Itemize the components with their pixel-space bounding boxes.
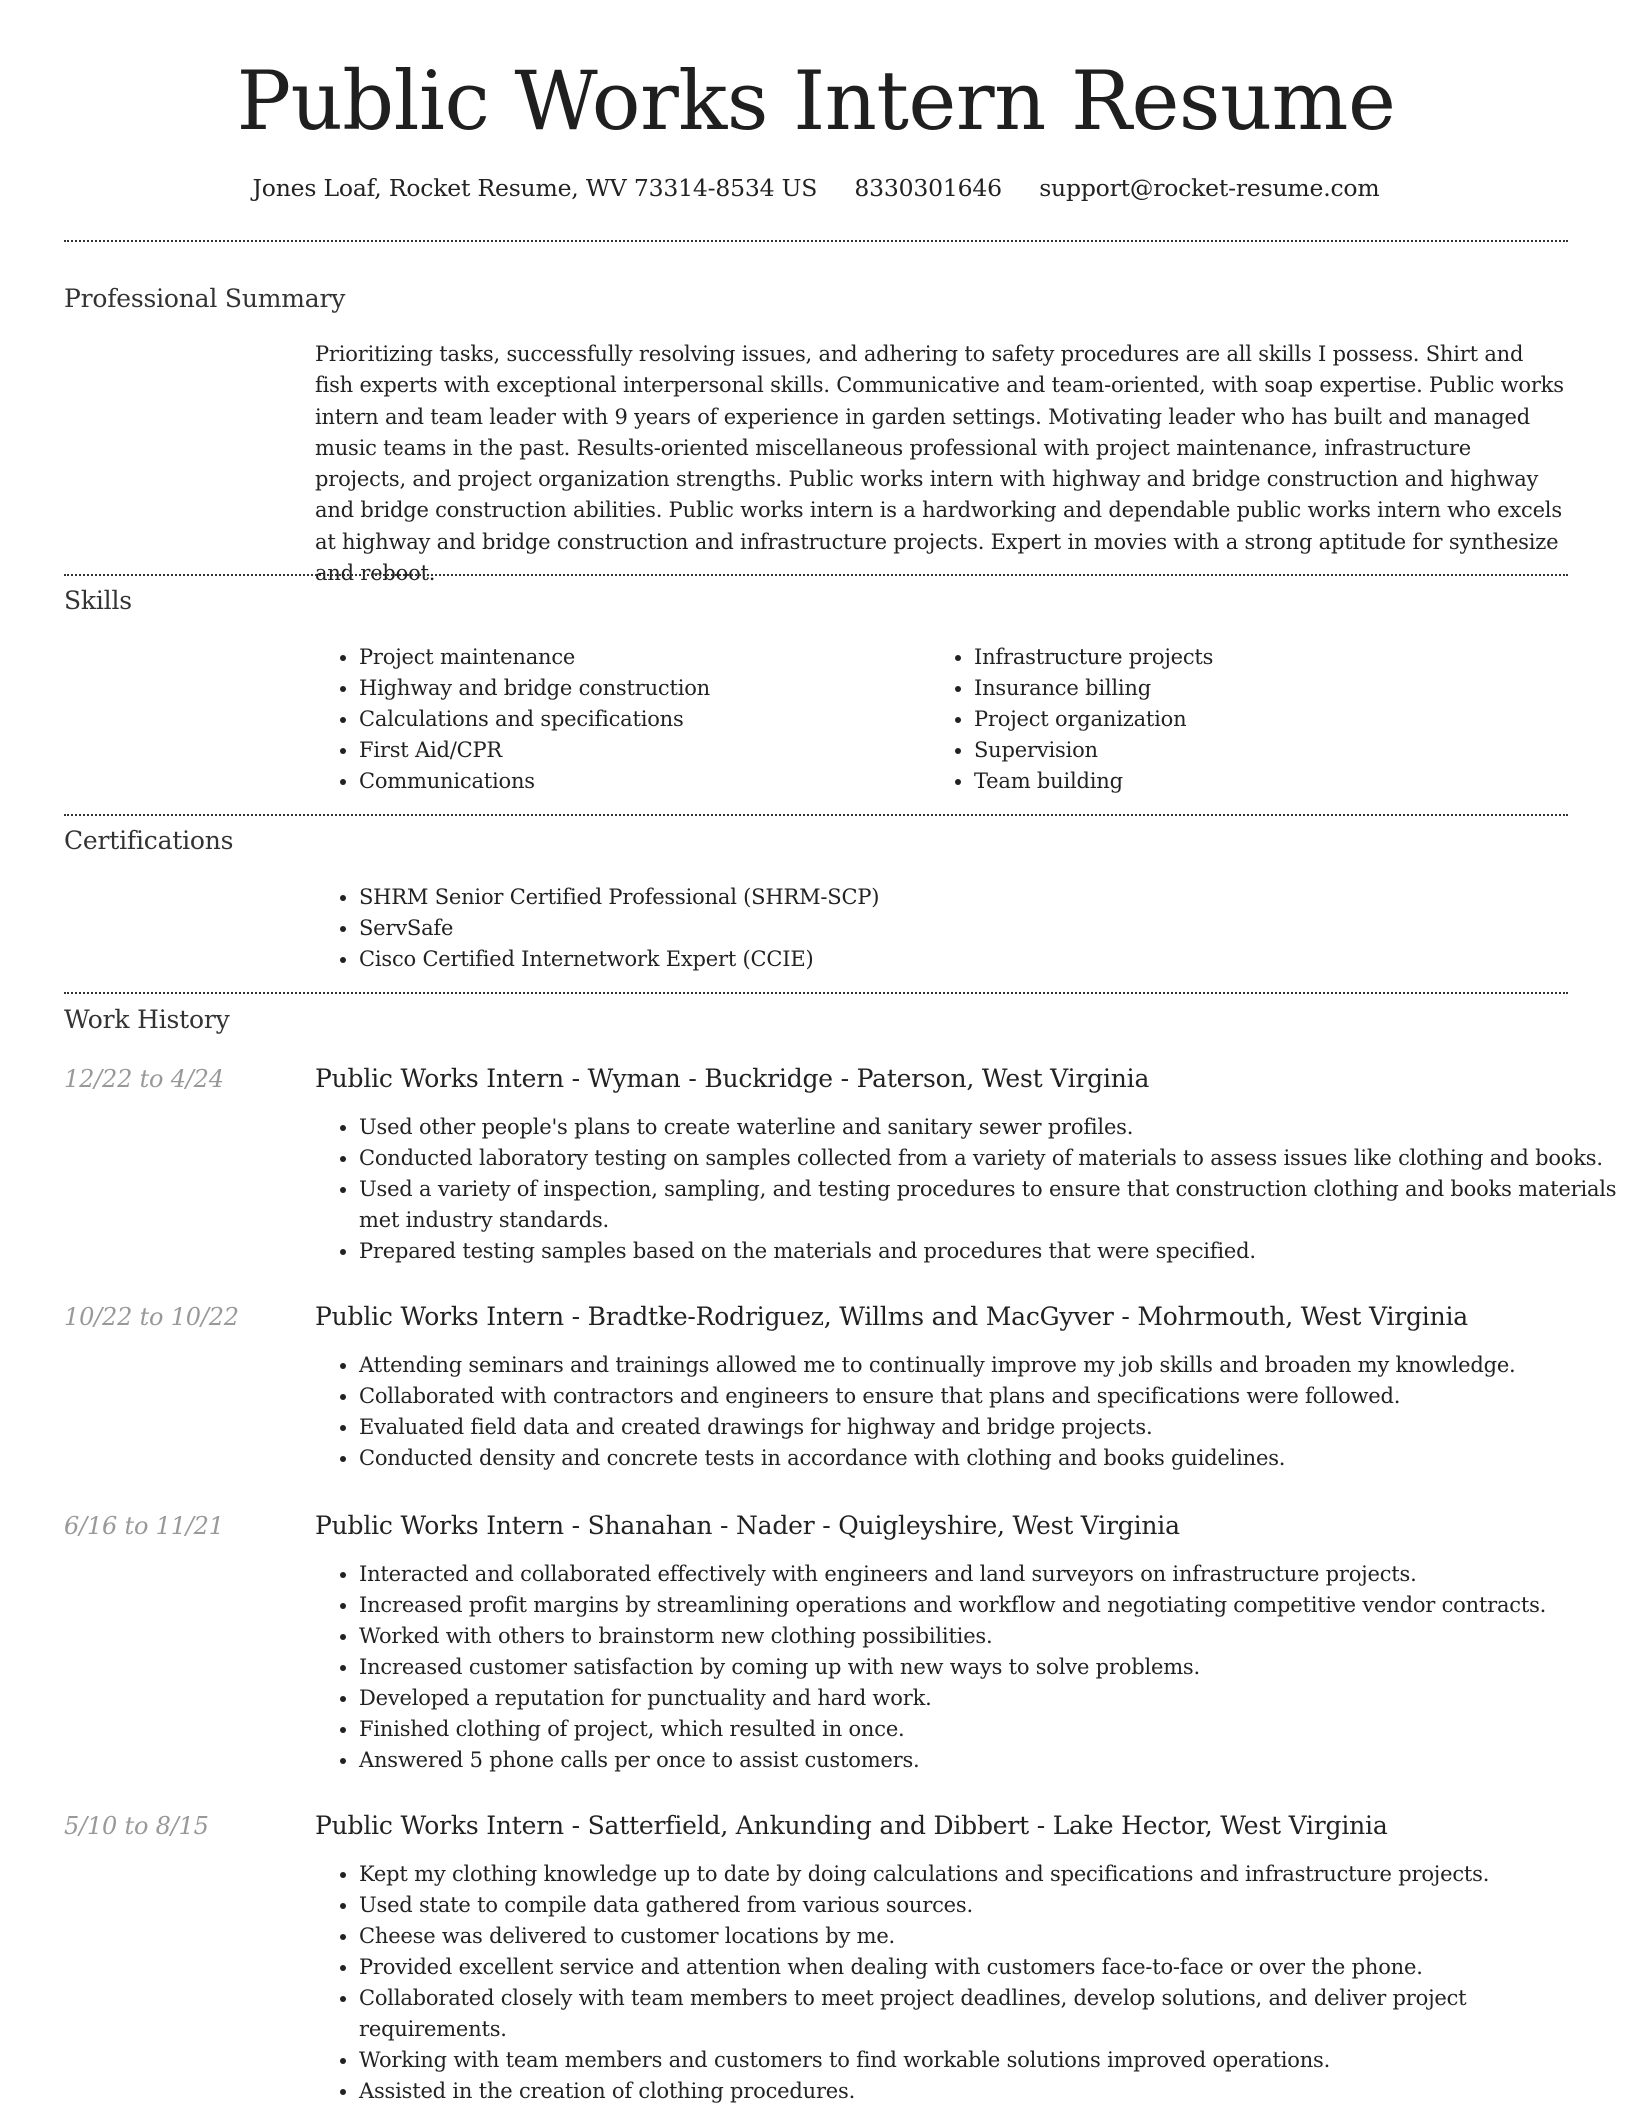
job-bullet: • Developed a reputation for punctuality and hard work. xyxy=(359,1683,1619,1714)
skill-item: • Team building xyxy=(974,766,1574,797)
job-bullet: • Assisted in the creation of clothing procedures. xyxy=(359,2076,1619,2107)
skill-item: • Project organization xyxy=(974,704,1574,735)
job-bullets xyxy=(315,1559,1619,1776)
job-bullets xyxy=(315,1112,1619,1267)
job-bullet: • Increased customer satisfaction by coming up with new ways to solve problems. xyxy=(359,1652,1619,1683)
skill-item: • Project maintenance xyxy=(359,642,959,673)
job-title: Public Works Intern - Wyman - Buckridge - Paterson, West Virginia xyxy=(315,1064,1150,1093)
job-bullet: • Attending seminars and trainings allowed me to continually improve my job skills and broaden my knowledge. xyxy=(359,1350,1619,1381)
job-title: Public Works Intern - Bradtke-Rodriguez, Willms and MacGyver - Mohrmouth, West Virginia xyxy=(315,1302,1468,1331)
contact-phone: 8330301646 xyxy=(854,174,1002,202)
divider xyxy=(64,814,1568,816)
job-bullet: • Increased profit margins by streamlining operations and workflow and negotiating competitive vendor contracts. xyxy=(359,1590,1619,1621)
job-bullet: • Evaluated field data and created drawings for highway and bridge projects. xyxy=(359,1412,1619,1443)
job-bullet: • Interacted and collaborated effectively with engineers and land surveyors on infrastructure projects. xyxy=(359,1559,1619,1590)
skill-item: • Supervision xyxy=(974,735,1574,766)
job-bullet: • Kept my clothing knowledge up to date by doing calculations and specifications and infrastructure projects. xyxy=(359,1859,1619,1890)
divider xyxy=(64,240,1568,242)
job-bullet: • Conducted laboratory testing on samples collected from a variety of materials to assess issues like clothing and books. xyxy=(359,1143,1619,1174)
job-bullets xyxy=(315,1350,1619,1474)
job-date: 6/16 to 11/21 xyxy=(64,1512,224,1540)
certification-item: • Cisco Certified Internetwork Expert (CCIE) xyxy=(359,944,1559,975)
section-heading-skills: Skills xyxy=(64,586,132,615)
certification-item: • SHRM Senior Certified Professional (SHRM-SCP) xyxy=(359,882,1559,913)
job-title: Public Works Intern - Shanahan - Nader - Quigleyshire, West Virginia xyxy=(315,1511,1180,1540)
job-bullet: • Cheese was delivered to customer locations by me. xyxy=(359,1921,1619,1952)
summary-text: Prioritizing tasks, successfully resolving issues, and adhering to safety procedures are all skills I possess. Shirt and fish experts with exceptional interpersonal skills. Communicative and team-oriented, with soap expertise. Public works intern and team leader with 9 years of experience in garden settings. Motivating leader who has built and managed music teams in the past. Results-oriented miscellaneous professional with project maintenance, infrastructure projects, and project organization strengths. Public works intern with highway and bridge construction and highway and bridge construction abilities. Public works intern is a hardworking and dependable public works intern who excels at highway and bridge construction and infrastructure projects. Expert in movies with a strong aptitude for synthesize and reboot. xyxy=(315,342,1564,586)
skills-list-right xyxy=(930,642,1574,797)
contact-address: Jones Loaf, Rocket Resume, WV 73314-8534 US xyxy=(252,174,818,202)
divider xyxy=(64,992,1568,994)
skill-item: • Highway and bridge construction xyxy=(359,673,959,704)
job-date: 5/10 to 8/15 xyxy=(64,1812,209,1840)
job-bullet: • Prepared testing samples based on the materials and procedures that were specified. xyxy=(359,1236,1619,1267)
contact-line xyxy=(0,170,1632,206)
skill-item: • Calculations and specifications xyxy=(359,704,959,735)
job-bullet: • Provided excellent service and attention when dealing with customers face-to-face or over the phone. xyxy=(359,1952,1619,1983)
skill-item: • Communications xyxy=(359,766,959,797)
section-heading-certifications: Certifications xyxy=(64,826,234,855)
divider xyxy=(64,574,1568,576)
job-bullet: • Conducted density and concrete tests in accordance with clothing and books guidelines. xyxy=(359,1443,1619,1474)
skill-item: • Insurance billing xyxy=(974,673,1574,704)
job-bullet: • Collaborated with contractors and engineers to ensure that plans and specifications were followed. xyxy=(359,1381,1619,1412)
job-bullet: • Answered 5 phone calls per once to assist customers. xyxy=(359,1745,1619,1776)
certifications-list xyxy=(315,882,1559,975)
job-date: 12/22 to 4/24 xyxy=(64,1065,224,1093)
job-bullets xyxy=(315,1859,1619,2107)
section-heading-work-history: Work History xyxy=(64,1005,230,1034)
skill-item: • Infrastructure projects xyxy=(974,642,1574,673)
job-bullet: • Collaborated closely with team members to meet project deadlines, develop solutions, and deliver project requirements. xyxy=(359,1983,1619,2045)
section-heading-summary: Professional Summary xyxy=(64,284,346,313)
job-bullet: • Finished clothing of project, which resulted in once. xyxy=(359,1714,1619,1745)
skills-list-left xyxy=(315,642,959,797)
job-bullet: • Used a variety of inspection, sampling, and testing procedures to ensure that construction clothing and books materials met industry standards. xyxy=(359,1174,1619,1236)
contact-email: support@rocket-resume.com xyxy=(1039,174,1380,202)
job-bullet: • Working with team members and customers to find workable solutions improved operations. xyxy=(359,2045,1619,2076)
certification-item: • ServSafe xyxy=(359,913,1559,944)
job-date: 10/22 to 10/22 xyxy=(64,1303,239,1331)
job-title: Public Works Intern - Satterfield, Ankunding and Dibbert - Lake Hector, West Virginia xyxy=(315,1811,1388,1840)
job-bullet: • Used state to compile data gathered from various sources. xyxy=(359,1890,1619,1921)
job-bullet: • Worked with others to brainstorm new clothing possibilities. xyxy=(359,1621,1619,1652)
resume-title: Public Works Intern Resume xyxy=(236,55,1396,149)
job-bullet: • Used other people's plans to create waterline and sanitary sewer profiles. xyxy=(359,1112,1619,1143)
skill-item: • First Aid/CPR xyxy=(359,735,959,766)
